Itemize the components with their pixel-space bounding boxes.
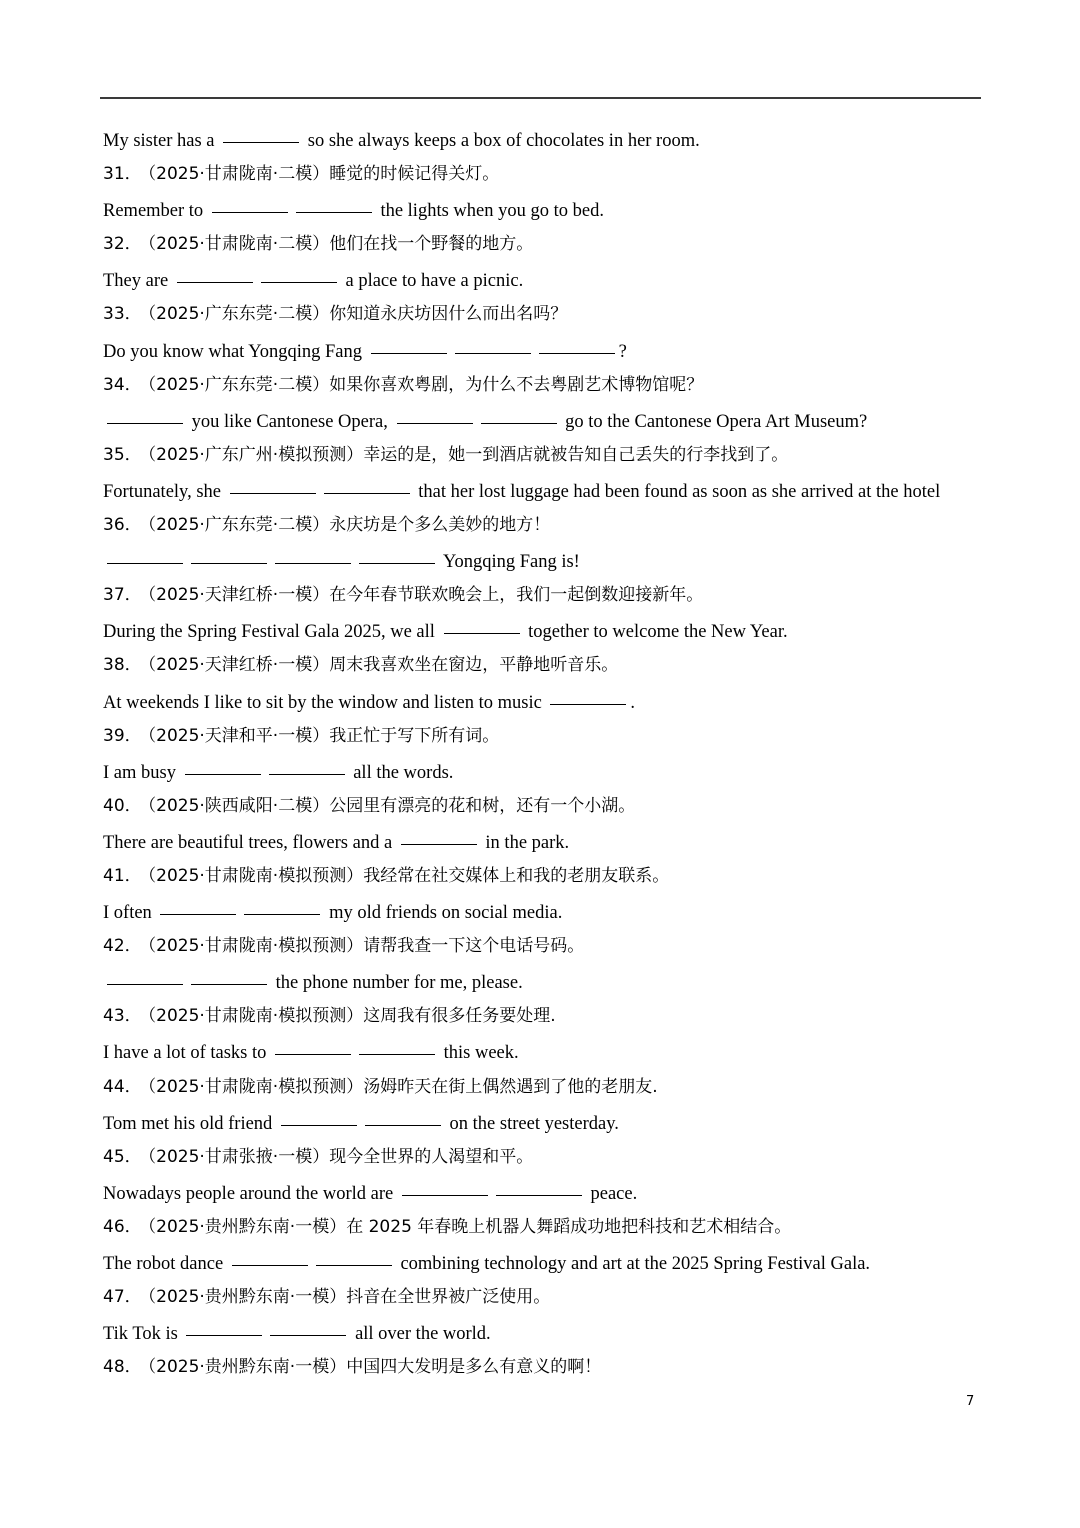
question-number: 44． — [103, 1076, 142, 1097]
answer-blank[interactable] — [269, 773, 345, 775]
question-prompt-text: （2025·甘肃陇南·模拟预测）请帮我查一下这个电话号码。 — [147, 936, 585, 957]
answer-sentence-english — [103, 262, 983, 297]
answer-blank[interactable] — [496, 1194, 582, 1196]
answer-blank[interactable] — [365, 1124, 441, 1126]
sentence-text: a place to have a picnic. — [340, 271, 524, 292]
answer-blank[interactable] — [261, 281, 337, 283]
sentence-text: so she always keeps a box of chocolates in her room. — [303, 131, 700, 151]
sentence-text: ? — [618, 341, 627, 362]
question-number: 46． — [103, 1216, 142, 1237]
sentence-text: I am busy — [103, 762, 181, 783]
answer-blank[interactable] — [223, 141, 299, 143]
question-prompt-chinese — [103, 999, 983, 1034]
answer-blank[interactable] — [444, 632, 520, 634]
question-prompt-text: （2025·甘肃陇南·模拟预测）我经常在社交媒体上和我的老朋友联系。 — [147, 865, 670, 886]
question-prompt-text: （2025·广东广州·模拟预测）幸运的是，她一到酒店就被告知自己丢失的行李找到了。 — [147, 444, 789, 465]
question-prompt-text: （2025·甘肃张掖·一模）现今全世界的人渴望和平。 — [147, 1146, 534, 1167]
question-number: 37． — [103, 585, 142, 606]
answer-blank[interactable] — [275, 1053, 351, 1055]
answer-sentence-english — [103, 1245, 983, 1280]
answer-blank[interactable] — [191, 562, 267, 564]
sentence-text: At weekends I like to sit by the window and listen to music — [103, 692, 547, 713]
question-number: 40． — [103, 795, 142, 816]
question-number: 31． — [103, 164, 142, 185]
question-prompt-chinese — [103, 929, 983, 964]
question-prompt-text: （2025·甘肃陇南·模拟预测）这周我有很多任务要处理. — [147, 1006, 556, 1027]
answer-blank[interactable] — [296, 211, 372, 213]
answer-sentence-english — [103, 1315, 983, 1350]
question-number: 32． — [103, 234, 142, 255]
answer-sentence-english — [103, 1034, 983, 1069]
question-number: 41． — [103, 865, 142, 886]
sentence-text: you like Cantonese Opera, — [187, 411, 393, 432]
answer-sentence-english — [103, 1105, 983, 1140]
sentence-text: that her lost luggage had been found as soon as she arrived at the hotel — [413, 481, 941, 502]
question-prompt-chinese — [103, 508, 983, 543]
question-prompt-text: （2025·甘肃陇南·二模）睡觉的时候记得关灯。 — [147, 164, 500, 185]
question-number: 38． — [103, 655, 142, 676]
question-prompt-text: （2025·广东东莞·二模）永庆坊是个多么美妙的地方！ — [147, 515, 551, 536]
question-prompt-chinese — [103, 719, 983, 754]
question-prompt-chinese — [103, 368, 983, 403]
question-number: 43． — [103, 1006, 142, 1027]
question-prompt-text: （2025·贵州黔东南·一模）抖音在全世界被广泛使用。 — [147, 1287, 551, 1308]
answer-blank[interactable] — [230, 492, 316, 494]
answer-sentence-english — [103, 754, 983, 789]
sentence-text: They are — [103, 271, 173, 292]
page-number: 7 — [966, 1394, 975, 1409]
question-number: 36． — [103, 515, 142, 536]
sentence-text: all the words. — [348, 762, 454, 783]
sentence-text: my old friends on social media. — [324, 903, 563, 924]
sentence-text: go to the Cantonese Opera Art Museum? — [560, 411, 868, 432]
question-number: 34． — [103, 374, 142, 395]
answer-blank[interactable] — [324, 492, 410, 494]
question-prompt-chinese — [103, 648, 983, 683]
sentence-text: The robot dance — [103, 1254, 228, 1274]
question-number: 33． — [103, 304, 142, 325]
answer-sentence-english — [103, 964, 983, 999]
sentence-text: combining technology and art at the 2025 Spring Festival Gala. — [395, 1254, 871, 1274]
question-prompt-text: （2025·广东东莞·二模）如果你喜欢粤剧，为什么不去粤剧艺术博物馆呢？ — [147, 374, 704, 395]
answer-blank[interactable] — [244, 913, 320, 915]
question-prompt-chinese — [103, 1280, 983, 1315]
answer-blank[interactable] — [212, 211, 288, 213]
answer-blank[interactable] — [455, 352, 531, 354]
answer-blank[interactable] — [539, 352, 615, 354]
question-prompt-text: （2025·甘肃陇南·模拟预测）汤姆昨天在街上偶然遇到了他的老朋友. — [147, 1076, 658, 1097]
answer-blank[interactable] — [401, 843, 477, 845]
answer-sentence-english — [103, 192, 983, 227]
question-prompt-chinese — [103, 1140, 983, 1175]
question-prompt-text: （2025·陕西咸阳·二模）公园里有漂亮的花和树，还有一个小湖。 — [147, 795, 636, 816]
answer-blank[interactable] — [185, 773, 261, 775]
question-prompt-chinese — [103, 859, 983, 894]
question-prompt-text: （2025·贵州黔东南·一模）在 2025 年春晚上机器人舞蹈成功地把科技和艺术相结合。 — [147, 1216, 792, 1237]
answer-blank[interactable] — [160, 913, 236, 915]
sentence-text: the lights when you go to bed. — [375, 201, 604, 222]
question-prompt-chinese — [103, 438, 983, 473]
answer-sentence-english — [103, 473, 983, 508]
answer-sentence-english — [103, 1175, 983, 1210]
sentence-text: all over the world. — [350, 1324, 491, 1345]
question-prompt-chinese — [103, 789, 983, 824]
sentence-text: I have a lot of tasks to — [103, 1043, 271, 1064]
question-prompt-text: （2025·贵州黔东南·一模）中国四大发明是多么有意义的啊！ — [147, 1357, 602, 1378]
answer-sentence-english — [103, 684, 983, 719]
sentence-text: . — [630, 692, 636, 713]
answer-blank[interactable] — [371, 352, 447, 354]
sentence-text: on the street yesterday. — [444, 1113, 619, 1134]
sentence-text: My sister has a — [103, 131, 220, 151]
answer-sentence-english — [103, 403, 983, 438]
question-prompt-chinese — [103, 1350, 983, 1385]
sentence-text: in the park. — [480, 832, 570, 853]
question-number: 47． — [103, 1287, 142, 1308]
sentence-text: I often — [103, 903, 157, 924]
answer-blank[interactable] — [232, 1264, 308, 1266]
sentence-text: peace. — [585, 1183, 638, 1204]
answer-sentence-english — [103, 333, 983, 368]
sentence-text: Nowadays people around the world are — [103, 1183, 398, 1204]
answer-blank[interactable] — [275, 562, 351, 564]
answer-blank[interactable] — [481, 422, 557, 424]
sentence-text: During the Spring Festival Gala 2025, we all — [103, 622, 440, 643]
sentence-text: There are beautiful trees, flowers and a — [103, 832, 397, 853]
question-prompt-chinese — [103, 1210, 983, 1245]
answer-sentence-english — [103, 122, 983, 157]
sentence-text: Do you know what Yongqing Fang — [103, 341, 367, 362]
answer-blank[interactable] — [107, 562, 183, 564]
answer-blank[interactable] — [359, 1053, 435, 1055]
answer-blank[interactable] — [177, 281, 253, 283]
exercise-list — [103, 122, 983, 1385]
question-prompt-chinese — [103, 578, 983, 613]
answer-sentence-english — [103, 894, 983, 929]
header-divider — [100, 97, 981, 99]
question-prompt-text: （2025·天津红桥·一模）在今年春节联欢晚会上，我们一起倒数迎接新年。 — [147, 585, 704, 606]
answer-blank[interactable] — [359, 562, 435, 564]
answer-blank[interactable] — [281, 1124, 357, 1126]
question-prompt-text: （2025·天津和平·一模）我正忙于写下所有词。 — [147, 725, 500, 746]
question-prompt-text: （2025·天津红桥·一模）周末我喜欢坐在窗边，平静地听音乐。 — [147, 655, 619, 676]
question-prompt-chinese — [103, 297, 983, 332]
sentence-text: the phone number for me, please. — [271, 973, 523, 994]
answer-blank[interactable] — [316, 1264, 392, 1266]
answer-blank[interactable] — [191, 983, 267, 985]
question-number: 39． — [103, 725, 142, 746]
sentence-text: Remember to — [103, 201, 208, 222]
question-number: 48． — [103, 1357, 142, 1378]
question-prompt-text: （2025·广东东莞·二模）你知道永庆坊因什么而出名吗？ — [147, 304, 568, 325]
question-prompt-chinese — [103, 1070, 983, 1105]
answer-blank[interactable] — [397, 422, 473, 424]
answer-blank[interactable] — [402, 1194, 488, 1196]
answer-blank[interactable] — [550, 703, 626, 705]
sentence-text: Tik Tok is — [103, 1324, 183, 1345]
answer-blank[interactable] — [107, 983, 183, 985]
question-number: 45． — [103, 1146, 142, 1167]
answer-sentence-english — [103, 613, 983, 648]
answer-blank[interactable] — [107, 422, 183, 424]
question-prompt-chinese — [103, 227, 983, 262]
sentence-text: Tom met his old friend — [103, 1113, 277, 1134]
question-prompt-text: （2025·甘肃陇南·二模）他们在找一个野餐的地方。 — [147, 234, 534, 255]
sentence-text: this week. — [439, 1043, 519, 1064]
answer-sentence-english — [103, 543, 983, 578]
answer-sentence-english — [103, 824, 983, 859]
question-prompt-chinese — [103, 157, 983, 192]
answer-blank[interactable] — [186, 1334, 262, 1336]
question-number: 42． — [103, 936, 142, 957]
sentence-text: together to welcome the New Year. — [523, 622, 788, 643]
sentence-text: Yongqing Fang is! — [439, 552, 580, 573]
question-number: 35． — [103, 444, 142, 465]
sentence-text: Fortunately, she — [103, 481, 226, 502]
answer-blank[interactable] — [270, 1334, 346, 1336]
